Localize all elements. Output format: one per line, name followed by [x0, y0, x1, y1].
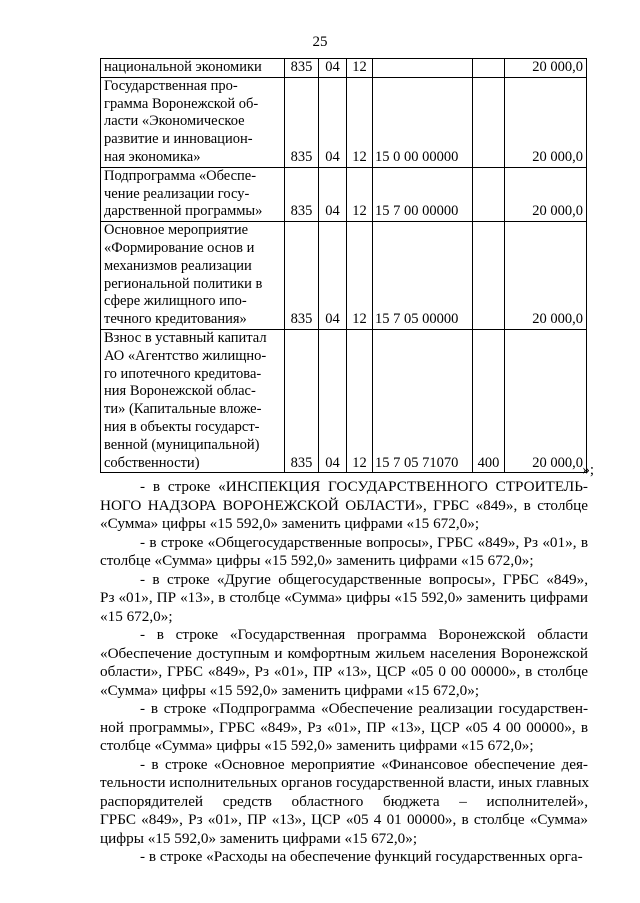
sum-cell: 20 000,0 — [505, 167, 587, 221]
paragraph-line: - в строке «Общегосударственные вопросы», ГРБС «849», Рз «01», в — [140, 533, 588, 551]
vr-cell — [473, 222, 505, 330]
expense-name-line: Взнос в уставный капитал — [104, 329, 267, 346]
paragraph-line: столбце «Сумма» цифры «15 592,0» заменить цифрами «15 672,0»; — [100, 552, 534, 569]
rz-cell: 04 — [319, 222, 347, 330]
expense-name-line: развитие и инновацион- — [104, 131, 253, 148]
pr-cell: 12 — [347, 329, 373, 472]
amendment-paragraphs — [100, 478, 588, 867]
expense-name-line: ная экономика» — [104, 148, 201, 165]
paragraph-line: «Сумма» цифры «15 592,0» заменить цифрами «15 672,0»; — [100, 681, 480, 699]
paragraph-line: - в строке «ИНСПЕКЦИЯ ГОСУДАРСТВЕННОГО СТРОИТЕЛЬ- — [140, 478, 588, 495]
expense-name-line: грамма Воронежской об- — [104, 95, 259, 112]
paragraph-line: «Обеспечение доступным и комфортным жильем населения Воронежской — [100, 644, 588, 662]
expense-name-line: национальной экономики — [104, 59, 262, 75]
csr-cell: 15 7 00 00000 — [373, 167, 473, 221]
expense-name-line: сфере жилищного ипо- — [104, 293, 247, 310]
paragraph-line: - в строке «Государственная программа Воронежской области — [140, 626, 588, 643]
rz-cell: 04 — [319, 329, 347, 472]
paragraph-line: столбце «Сумма» цифры «15 592,0» заменить цифрами «15 672,0»; — [100, 737, 534, 754]
amendment-paragraph — [100, 700, 588, 756]
paragraph-line: цифры «15 592,0» заменить цифрами «15 672,0»; — [100, 829, 418, 847]
rz-cell: 04 — [319, 167, 347, 221]
table-row — [101, 77, 587, 167]
paragraph-line: НОГО НАДЗОРА ВОРОНЕЖСКОЙ ОБЛАСТИ», ГРБС «849», в столбце — [100, 496, 588, 514]
closing-quote: »; — [582, 462, 594, 478]
grbs-cell: 835 — [285, 77, 319, 167]
amendment-paragraph — [100, 756, 588, 849]
grbs-cell: 835 — [285, 222, 319, 330]
paragraph-line: - в строке «Расходы на обеспечение функций государственных орга- — [140, 848, 583, 865]
expense-name-line: течного кредитования» — [104, 311, 247, 328]
paragraph-line: - в строке «Подпрограмма «Обеспечение реализации государствен- — [140, 700, 588, 717]
grbs-cell: 835 — [285, 59, 319, 78]
pr-cell: 12 — [347, 59, 373, 78]
csr-cell: 15 0 00 00000 — [373, 77, 473, 167]
paragraph-line: ГРБС «849», Рз «01», ПР «13», ЦСР «05 4 01 00000», в столбце «Сумма» — [100, 811, 588, 828]
expense-name-line: венной (муниципальной) — [104, 436, 260, 453]
pr-cell: 12 — [347, 222, 373, 330]
expense-name-line: АО «Агентство жилищно- — [104, 347, 267, 364]
csr-cell: 15 7 05 00000 — [373, 222, 473, 330]
expense-name-line: ния Воронежской облас- — [104, 383, 256, 400]
csr-cell — [373, 59, 473, 78]
page-number: 25 — [312, 34, 328, 50]
expense-name-line: дарственной программы» — [104, 203, 263, 220]
expense-name-line: ния в объекты государст- — [104, 418, 260, 435]
amendment-paragraph — [100, 571, 588, 627]
grbs-cell: 835 — [285, 167, 319, 221]
table-row — [101, 59, 587, 78]
paragraph-line: «15 672,0»; — [100, 607, 173, 625]
expense-name-cell — [101, 329, 285, 472]
vr-cell — [473, 77, 505, 167]
expense-name-line: го ипотечного кредитова- — [104, 365, 262, 382]
sum-cell: 20 000,0 — [505, 329, 587, 472]
table-row — [101, 167, 587, 221]
sum-cell: 20 000,0 — [505, 222, 587, 330]
csr-cell: 15 7 05 71070 — [373, 329, 473, 472]
expense-name-cell — [101, 167, 285, 221]
paragraph-line: тельности исполнительных органов государственной власти, иных главных — [100, 774, 590, 791]
table-row — [101, 329, 587, 472]
sum-cell: 20 000,0 — [505, 59, 587, 78]
paragraph-line: ной программы», ГРБС «849», Рз «01», ПР «13», ЦСР «05 4 00 00000», в — [100, 718, 588, 736]
expense-name-cell — [101, 77, 285, 167]
paragraph-line: - в строке «Основное мероприятие «Финансовое обеспечение дея- — [140, 755, 588, 773]
amendment-paragraph — [100, 626, 588, 700]
paragraph-line: Рз «01», ПР «13», в столбце «Сумма» цифры «15 592,0» заменить цифрами — [100, 589, 588, 606]
expense-name-line: «Формирование основ и — [104, 239, 255, 256]
paragraph-line: «Сумма» цифры «15 592,0» заменить цифрами «15 672,0»; — [100, 515, 480, 532]
expense-name-line: ти» (Капитальные вложе- — [104, 401, 262, 418]
table-row — [101, 222, 587, 330]
amendment-paragraph — [100, 534, 588, 571]
paragraph-line: области», ГРБС «849», Рз «01», ПР «13», ЦСР «05 0 00 00000», в столбце — [100, 663, 588, 680]
table-body — [101, 59, 587, 473]
paragraph-line: - в строке «Другие общегосударственные вопросы», ГРБС «849», — [140, 570, 588, 588]
vr-cell — [473, 59, 505, 78]
expense-name-line: региональной политики в — [104, 275, 263, 292]
pr-cell: 12 — [347, 77, 373, 167]
expense-name-cell — [101, 222, 285, 330]
expense-name-line: Подпрограмма «Обеспе- — [104, 167, 257, 184]
budget-table — [100, 58, 587, 473]
expense-name-line: Основное мероприятие — [104, 222, 249, 239]
amendment-paragraph — [100, 848, 588, 867]
expense-name-line: чение реализации госу- — [104, 185, 250, 202]
expense-name-cell — [101, 59, 285, 78]
amendment-paragraph — [100, 478, 588, 534]
vr-cell — [473, 167, 505, 221]
expense-name-line: механизмов реализации — [104, 257, 252, 274]
expense-name-line: Государственная про- — [104, 77, 238, 94]
pr-cell: 12 — [347, 167, 373, 221]
rz-cell: 04 — [319, 77, 347, 167]
grbs-cell: 835 — [285, 329, 319, 472]
rz-cell: 04 — [319, 59, 347, 78]
expense-name-line: ласти «Экономическое — [104, 113, 245, 130]
vr-cell: 400 — [473, 329, 505, 472]
sum-cell: 20 000,0 — [505, 77, 587, 167]
paragraph-line: распорядителей средств областного бюджета – исполнителей», — [100, 792, 588, 810]
expense-name-line: собственности) — [104, 454, 200, 471]
